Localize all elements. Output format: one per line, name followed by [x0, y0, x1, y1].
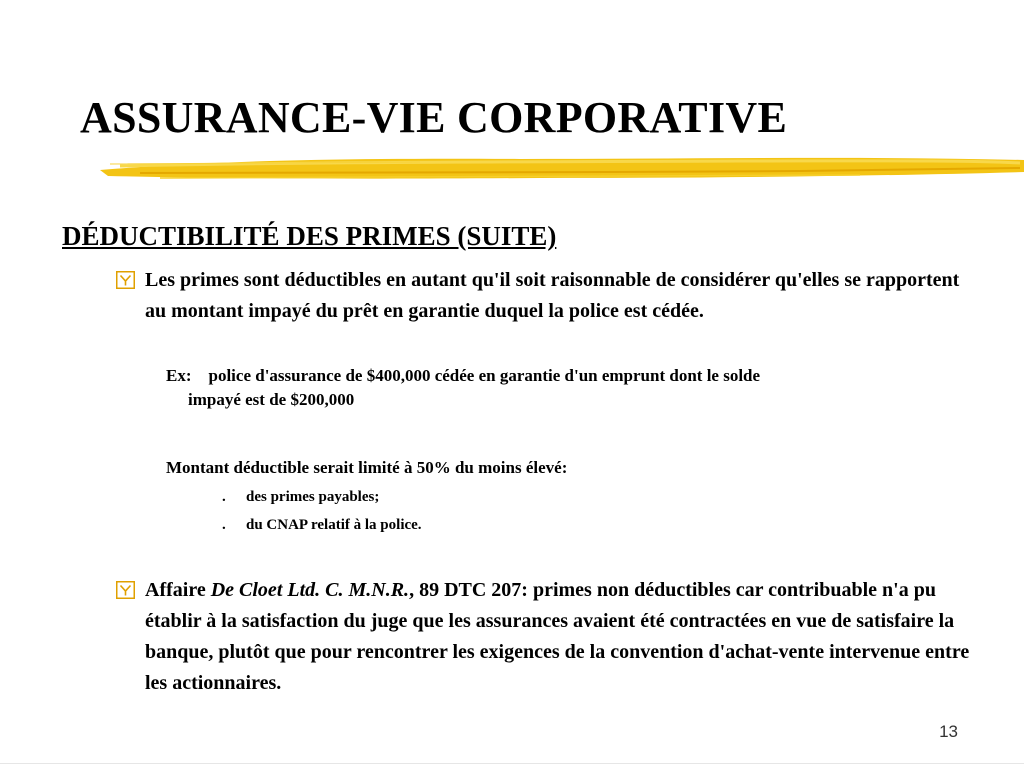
example-block	[166, 364, 966, 412]
example-label: Ex:	[166, 366, 192, 385]
section-subheading: DÉDUCTIBILITÉ DES PRIMES (SUITE)	[62, 221, 557, 251]
sub-list-item	[222, 517, 422, 534]
bottom-divider	[0, 763, 1024, 764]
sub-list-text: des primes payables;	[246, 489, 380, 505]
bullet-item	[116, 265, 976, 327]
bullet-text	[116, 575, 976, 699]
example-line-1: police d'assurance de $400,000 cédée en garantie d'un emprunt dont le solde	[208, 366, 761, 385]
slide-title: ASSURANCE-VIE CORPORATIVE	[80, 93, 788, 142]
checkbox-y-icon	[116, 271, 135, 289]
case-description: , 89 DTC 207: primes non déductibles car contribuable n'a pu établir à la satisfaction du juge que les assurances avaient été contractées en vue de satisfaire la banque, plutôt que pour rencontrer les exigences de la convention d'achat-vente intervenue entre les actionnaires.	[145, 579, 970, 694]
sub-list-marker: .	[222, 517, 226, 533]
sub-list-item	[222, 489, 379, 506]
page-number: 13	[939, 722, 958, 741]
checkbox-y-icon	[116, 581, 135, 599]
brush-stroke-divider	[100, 146, 1024, 186]
case-name: De Cloet Ltd. C. M.N.R.	[210, 579, 410, 601]
bullet-text: Les primes sont déductibles en autant qu'il soit raisonnable de considérer qu'elles se rapportent au montant impayé du prêt en garantie duquel la police est cédée.	[145, 269, 960, 322]
sub-list-text: du CNAP relatif à la police.	[246, 517, 422, 533]
bullet-item	[116, 575, 976, 699]
deductible-note: Montant déductible serait limité à 50% du moins élevé:	[166, 458, 568, 477]
sub-list-marker: .	[222, 489, 226, 505]
example-line-2: impayé est de $200,000	[188, 390, 355, 409]
case-prefix: Affaire	[145, 579, 211, 601]
